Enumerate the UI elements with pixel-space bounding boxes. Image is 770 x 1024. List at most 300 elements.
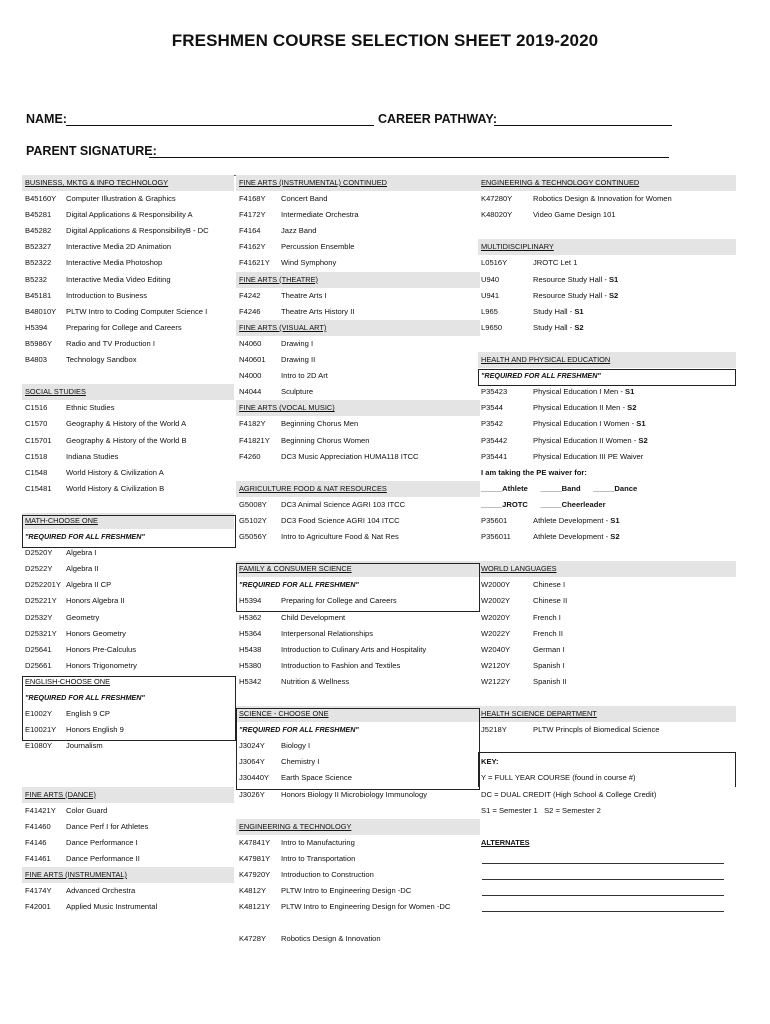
family-required-note-text: "REQUIRED FOR ALL FRESHMEN" xyxy=(239,580,359,590)
course-name: French I xyxy=(533,612,561,622)
course-row[interactable] xyxy=(478,577,736,593)
section-vocal-music xyxy=(236,400,480,416)
course-row[interactable] xyxy=(22,416,234,432)
course-code: G5056Y xyxy=(239,532,267,542)
blank-row xyxy=(478,690,736,706)
course-row[interactable] xyxy=(236,384,480,400)
blank-row xyxy=(236,545,480,561)
alternates-heading xyxy=(478,835,736,851)
course-name: Robotics Design & Innovation for Women xyxy=(533,194,672,204)
section-dance-text: FINE ARTS (DANCE) xyxy=(25,789,96,799)
course-row[interactable] xyxy=(478,529,736,545)
section-instrumental-continued xyxy=(236,175,480,191)
course-code: K4728Y xyxy=(239,934,267,944)
course-row[interactable] xyxy=(478,674,736,690)
course-name: Honors Trigonometry xyxy=(66,660,137,670)
course-code: B48010Y xyxy=(25,306,57,316)
course-code: K47981Y xyxy=(239,853,271,863)
course-row[interactable] xyxy=(22,223,234,239)
section-business-text: BUSINESS, MKTG & INFO TECHNOLOGY xyxy=(25,178,169,187)
course-name-text: Physical Education II Men - xyxy=(533,403,628,413)
course-name: Intro to Transportation xyxy=(281,853,356,863)
english-required-note-text: "REQUIRED FOR ALL FRESHMEN" xyxy=(25,693,145,702)
course-code: K47920Y xyxy=(239,870,271,880)
column-2 xyxy=(236,175,480,948)
course-code: F41421Y xyxy=(25,805,56,815)
course-name xyxy=(533,433,648,449)
course-name: DC3 Animal Science AGRI 103 ITCC xyxy=(281,499,406,509)
course-code: D2522Y xyxy=(25,564,53,574)
course-code: H5380 xyxy=(239,660,262,670)
course-name: Preparing for College and Careers xyxy=(66,322,182,332)
course-row[interactable] xyxy=(22,899,234,915)
course-name: Honors Geometry xyxy=(66,628,126,638)
course-row[interactable] xyxy=(22,577,234,593)
course-row[interactable] xyxy=(22,272,234,288)
course-row[interactable] xyxy=(22,593,234,609)
course-row[interactable] xyxy=(236,207,480,223)
course-name: Geometry xyxy=(66,612,100,622)
course-name: Drawing II xyxy=(281,355,316,365)
course-code: U941 xyxy=(481,290,500,300)
course-row[interactable] xyxy=(22,610,234,626)
course-row[interactable] xyxy=(236,449,480,465)
section-agriculture xyxy=(236,481,480,497)
alternate-entry-line[interactable] xyxy=(478,883,736,899)
pe-waiver-options-2-text: _____JROTC _____Cheerleader xyxy=(481,499,606,509)
course-row[interactable] xyxy=(22,803,234,819)
course-code: N4044 xyxy=(239,387,262,397)
course-code: G5008Y xyxy=(239,499,267,509)
course-name: Algebra II CP xyxy=(66,580,112,590)
course-row[interactable] xyxy=(478,320,736,336)
course-row[interactable] xyxy=(236,835,480,851)
course-name: Honors English 9 xyxy=(66,725,124,735)
course-row[interactable] xyxy=(22,835,234,851)
course-name: Honors Biology II Microbiology Immunology xyxy=(281,789,428,799)
course-code: H5362 xyxy=(239,612,262,622)
course-name: Indiana Studies xyxy=(66,451,119,461)
course-name-text: Physical Education II Women - xyxy=(533,435,639,445)
blank-row xyxy=(478,223,736,239)
course-row[interactable] xyxy=(478,449,736,465)
course-code: E10021Y xyxy=(25,725,57,735)
course-code: B45281 xyxy=(25,210,52,220)
course-name: Interactive Media Video Editing xyxy=(66,274,171,284)
course-code: D25641 xyxy=(25,644,52,654)
course-row[interactable] xyxy=(236,787,480,803)
course-name: Algebra II xyxy=(66,564,99,574)
course-name: Jazz Band xyxy=(281,226,317,236)
course-name: Preparing for College and Careers xyxy=(281,596,397,606)
course-name: Dance Performance II xyxy=(66,853,140,863)
course-name: Chemistry I xyxy=(281,757,320,767)
course-row[interactable] xyxy=(236,770,480,786)
family-required-note xyxy=(236,577,480,593)
course-row[interactable] xyxy=(478,642,736,658)
section-family-consumer-text: FAMILY & CONSUMER SCIENCE xyxy=(239,564,352,574)
course-code: C1518 xyxy=(25,451,48,461)
course-row[interactable] xyxy=(22,545,234,561)
course-name: Robotics Design & Innovation xyxy=(281,934,381,944)
key-heading xyxy=(478,754,736,770)
course-name: Dance Perf I for Athletes xyxy=(66,821,149,831)
course-row[interactable] xyxy=(478,433,736,449)
alternate-entry-line[interactable] xyxy=(478,899,736,915)
course-code: E1080Y xyxy=(25,741,53,751)
course-name: Radio and TV Production I xyxy=(66,338,155,348)
key-line xyxy=(478,787,736,803)
section-business xyxy=(22,175,234,191)
course-name: Drawing I xyxy=(281,338,314,348)
course-name: Beginning Chorus Women xyxy=(281,435,370,445)
course-code: G5102Y xyxy=(239,515,267,525)
course-code: D25321Y xyxy=(25,628,57,638)
course-name: Theatre Arts History II xyxy=(281,306,355,316)
science-required-note xyxy=(236,722,480,738)
course-name: Digital Applications & Responsibility A xyxy=(66,210,193,220)
course-row[interactable] xyxy=(478,207,736,223)
course-name: Digital Applications & ResponsibilityB - DC xyxy=(66,226,209,236)
alternate-entry-line[interactable] xyxy=(478,851,736,867)
course-code: B45282 xyxy=(25,226,52,236)
course-name: Video Game Design 101 xyxy=(533,210,616,220)
course-name xyxy=(533,272,618,288)
course-name: Interpersonal Relationships xyxy=(281,628,374,638)
course-code: J30440Y xyxy=(239,773,269,783)
course-name xyxy=(533,304,584,320)
course-name xyxy=(533,416,646,432)
course-code: W2120Y xyxy=(481,660,511,670)
course-name-text: Athlete Development - xyxy=(533,532,611,542)
course-name: Honors Algebra II xyxy=(66,596,125,606)
course-row[interactable] xyxy=(236,497,480,513)
semester-tag: S1 xyxy=(608,274,619,284)
course-code: P35601 xyxy=(481,515,508,525)
course-name: Chinese II xyxy=(533,596,568,606)
course-row[interactable] xyxy=(236,368,480,384)
course-name: Introduction to Culinary Arts and Hospitality xyxy=(281,644,427,654)
course-row[interactable] xyxy=(478,593,736,609)
course-name: Applied Music Instrumental xyxy=(66,902,158,912)
course-row[interactable] xyxy=(22,738,234,754)
section-science xyxy=(236,706,480,722)
section-health-pe-text: HEALTH AND PHYSICAL EDUCATION xyxy=(481,355,611,365)
course-code: C1548 xyxy=(25,467,48,477)
parent-signature-label: PARENT SIGNATURE: xyxy=(26,144,157,158)
course-row[interactable] xyxy=(22,191,234,207)
blank-row xyxy=(478,336,736,352)
semester-tag: S2 xyxy=(627,403,637,413)
course-code: K47280Y xyxy=(481,194,513,204)
course-row[interactable] xyxy=(478,722,736,738)
course-name: Theatre Arts I xyxy=(281,290,327,300)
section-agriculture-text: AGRICULTURE FOOD & NAT RESOURCES xyxy=(239,483,387,493)
semester-tag: S1 xyxy=(636,419,646,429)
course-row[interactable] xyxy=(236,304,480,320)
course-name: Nutrition & Wellness xyxy=(281,676,350,686)
course-name: Biology I xyxy=(281,741,311,751)
course-row[interactable] xyxy=(236,255,480,271)
course-row[interactable] xyxy=(478,304,736,320)
course-row[interactable] xyxy=(22,626,234,642)
course-code: K48121Y xyxy=(239,902,271,912)
course-code: B52322 xyxy=(25,258,52,268)
course-name: Honors Pre-Calculus xyxy=(66,644,137,654)
course-row[interactable] xyxy=(478,191,736,207)
course-row[interactable] xyxy=(478,384,736,400)
course-row[interactable] xyxy=(22,304,234,320)
course-row[interactable] xyxy=(236,658,480,674)
pe-waiver-label xyxy=(478,465,736,481)
course-row[interactable] xyxy=(478,658,736,674)
course-code: L0516Y xyxy=(481,258,508,268)
course-name-text: Study Hall - xyxy=(533,306,575,316)
pe-waiver-text: I am taking the PE waiver for: xyxy=(481,467,587,477)
course-row[interactable] xyxy=(236,288,480,304)
course-row[interactable] xyxy=(236,899,480,915)
course-row[interactable] xyxy=(22,819,234,835)
course-row[interactable] xyxy=(236,642,480,658)
section-family-consumer xyxy=(236,561,480,577)
course-name xyxy=(533,513,620,529)
semester-tag: S2 xyxy=(608,290,619,300)
blank-row xyxy=(236,803,480,819)
key-line xyxy=(478,803,736,819)
course-row[interactable] xyxy=(22,239,234,255)
course-name: Interactive Media 2D Animation xyxy=(66,242,172,252)
course-row[interactable] xyxy=(478,288,736,304)
course-row[interactable] xyxy=(22,465,234,481)
course-row[interactable] xyxy=(236,416,480,432)
course-code: L9650 xyxy=(481,322,503,332)
blank-row xyxy=(478,545,736,561)
course-code: B45181 xyxy=(25,290,52,300)
course-row[interactable] xyxy=(22,481,234,497)
semester-tag: S1 xyxy=(625,387,635,397)
course-code: P3542 xyxy=(481,419,503,429)
blank-row xyxy=(478,738,736,754)
section-visual-art-text: FINE ARTS (VISUAL ART) xyxy=(239,322,327,332)
course-row[interactable] xyxy=(22,433,234,449)
course-name: Beginning Chorus Men xyxy=(281,419,359,429)
course-code: J5218Y xyxy=(481,725,507,735)
section-math-text: MATH-CHOOSE ONE xyxy=(25,515,98,525)
alternate-entry-line[interactable] xyxy=(478,867,736,883)
blank-row xyxy=(236,465,480,481)
course-row[interactable] xyxy=(22,255,234,271)
section-world-languages xyxy=(478,561,736,577)
course-name: Interactive Media Photoshop xyxy=(66,258,163,268)
course-code: K48020Y xyxy=(481,210,513,220)
course-code: W2020Y xyxy=(481,612,511,622)
course-code: C1570 xyxy=(25,419,48,429)
course-name: Color Guard xyxy=(66,805,108,815)
course-name: Intro to Agriculture Food & Nat Res xyxy=(281,532,399,542)
course-code: U940 xyxy=(481,274,500,284)
key-line-text: DC = DUAL CREDIT (High School & College Credit) xyxy=(481,789,657,799)
course-name: Earth Space Science xyxy=(281,773,352,783)
course-code: H5394 xyxy=(25,322,48,332)
course-code: H5364 xyxy=(239,628,262,638)
course-row[interactable] xyxy=(22,642,234,658)
course-row[interactable] xyxy=(22,336,234,352)
blank-row xyxy=(236,915,480,931)
course-code: C15481 xyxy=(25,483,52,493)
key-line-text: S1 = Semester 1 S2 = Semester 2 xyxy=(481,805,601,815)
parent-signature-field[interactable] xyxy=(149,157,669,158)
course-code: B5232 xyxy=(25,274,47,284)
section-multidisciplinary-text: MULTIDISCIPLINARY xyxy=(481,242,554,252)
section-social-studies-text: SOCIAL STUDIES xyxy=(25,387,86,397)
course-name-text: Physical Education I Women - xyxy=(533,419,637,429)
course-row[interactable] xyxy=(236,191,480,207)
course-row[interactable] xyxy=(478,610,736,626)
course-code: P35441 xyxy=(481,451,508,461)
course-code: B4803 xyxy=(25,355,47,365)
section-science-text: SCIENCE - CHOOSE ONE xyxy=(239,709,329,719)
course-row[interactable] xyxy=(22,288,234,304)
course-name: World History & Civilization B xyxy=(66,483,165,493)
english-required-note xyxy=(22,690,234,706)
course-row[interactable] xyxy=(478,416,736,432)
math-required-note xyxy=(22,529,234,545)
course-row[interactable] xyxy=(22,207,234,223)
course-code: B52327 xyxy=(25,242,52,252)
course-row[interactable] xyxy=(236,513,480,529)
course-name: English 9 CP xyxy=(66,709,110,719)
course-row[interactable] xyxy=(236,352,480,368)
course-name: Geography & History of the World B xyxy=(66,435,187,445)
course-code: K4812Y xyxy=(239,886,267,896)
course-code: H5438 xyxy=(239,644,262,654)
course-code: F42001 xyxy=(25,902,51,912)
course-row[interactable] xyxy=(236,674,480,690)
course-code: D2532Y xyxy=(25,612,53,622)
course-name: DC3 Food Science AGRI 104 ITCC xyxy=(281,515,400,525)
blank-row xyxy=(22,770,234,786)
course-row[interactable] xyxy=(22,658,234,674)
course-row[interactable] xyxy=(478,272,736,288)
course-name: Intermediate Orchestra xyxy=(281,210,359,220)
course-name: Intro to Manufacturing xyxy=(281,837,355,847)
course-code: P35423 xyxy=(481,387,508,397)
course-code: F4246 xyxy=(239,306,261,316)
course-name-text: Physical Education III PE Waiver xyxy=(533,451,644,461)
career-pathway-field[interactable] xyxy=(494,125,672,126)
course-row[interactable] xyxy=(236,754,480,770)
section-math xyxy=(22,513,234,529)
course-name: PLTW Intro to Engineering Design -DC xyxy=(281,886,412,896)
section-social-studies xyxy=(22,384,234,400)
course-row[interactable] xyxy=(236,867,480,883)
course-row[interactable] xyxy=(478,626,736,642)
course-row[interactable] xyxy=(22,883,234,899)
course-row[interactable] xyxy=(236,223,480,239)
course-name: Introduction to Business xyxy=(66,290,148,300)
course-name: Technology Sandbox xyxy=(66,355,137,365)
course-row[interactable] xyxy=(236,610,480,626)
course-row[interactable] xyxy=(236,593,480,609)
course-row[interactable] xyxy=(236,851,480,867)
course-code: F4242 xyxy=(239,290,261,300)
course-code: D252201Y xyxy=(25,580,61,590)
course-row[interactable] xyxy=(22,851,234,867)
section-dance xyxy=(22,787,234,803)
course-row[interactable] xyxy=(22,722,234,738)
course-name: Introduction to Construction xyxy=(281,870,374,880)
course-code: B45160Y xyxy=(25,194,57,204)
semester-tag: S1 xyxy=(574,306,584,316)
course-row[interactable] xyxy=(22,400,234,416)
semester-tag: S1 xyxy=(610,515,620,525)
course-row[interactable] xyxy=(236,336,480,352)
course-code: K47841Y xyxy=(239,837,271,847)
course-name-text: Resource Study Hall - xyxy=(533,290,609,300)
course-row[interactable] xyxy=(236,883,480,899)
course-name: Spanish I xyxy=(533,660,565,670)
course-name: PLTW Princpls of Biomedical Science xyxy=(533,725,660,735)
course-code: H5342 xyxy=(239,676,262,686)
section-health-science-text: HEALTH SCIENCE DEPARTMENT xyxy=(481,709,597,719)
course-code: F4260 xyxy=(239,451,261,461)
course-row[interactable] xyxy=(236,239,480,255)
course-name: Child Development xyxy=(281,612,346,622)
course-name: German I xyxy=(533,644,565,654)
course-row[interactable] xyxy=(236,433,480,449)
course-row[interactable] xyxy=(478,400,736,416)
course-code: J3024Y xyxy=(239,741,265,751)
semester-tag: S2 xyxy=(638,435,648,445)
course-code: F41621Y xyxy=(239,258,270,268)
course-name: Percussion Ensemble xyxy=(281,242,355,252)
course-name: Spanish II xyxy=(533,676,567,686)
course-row[interactable] xyxy=(236,626,480,642)
course-code: W2040Y xyxy=(481,644,511,654)
course-name: Chinese I xyxy=(533,580,566,590)
career-pathway-label: CAREER PATHWAY: xyxy=(378,112,497,126)
course-row[interactable] xyxy=(22,561,234,577)
key-line xyxy=(478,770,736,786)
course-code: J3026Y xyxy=(239,789,265,799)
course-row[interactable] xyxy=(22,449,234,465)
name-label: NAME: xyxy=(26,112,67,126)
section-engineering-continued-text: ENGINEERING & TECHNOLOGY CONTINUED xyxy=(481,178,640,187)
course-code: C15701 xyxy=(25,435,52,445)
course-code: N4060 xyxy=(239,338,262,348)
name-field[interactable] xyxy=(66,125,374,126)
course-code: L965 xyxy=(481,306,498,316)
key-line-text: Y = FULL YEAR COURSE (found in course #) xyxy=(481,773,636,783)
course-row[interactable] xyxy=(478,513,736,529)
course-name xyxy=(533,384,634,400)
course-row[interactable] xyxy=(236,529,480,545)
course-row[interactable] xyxy=(478,255,736,271)
course-row[interactable] xyxy=(22,320,234,336)
section-world-languages-text: WORLD LANGUAGES xyxy=(481,564,557,574)
section-instrumental-text: FINE ARTS (INSTRUMENTAL) xyxy=(25,870,127,880)
course-code: W2022Y xyxy=(481,628,511,638)
course-code: N4000 xyxy=(239,371,262,381)
pe-waiver-options-2[interactable] xyxy=(478,497,736,513)
course-row[interactable] xyxy=(236,931,480,947)
course-row[interactable] xyxy=(22,352,234,368)
course-row[interactable] xyxy=(236,738,480,754)
course-row[interactable] xyxy=(22,706,234,722)
pe-waiver-options[interactable] xyxy=(478,481,736,497)
course-code: N40601 xyxy=(239,355,266,365)
course-code: C1516 xyxy=(25,403,48,413)
